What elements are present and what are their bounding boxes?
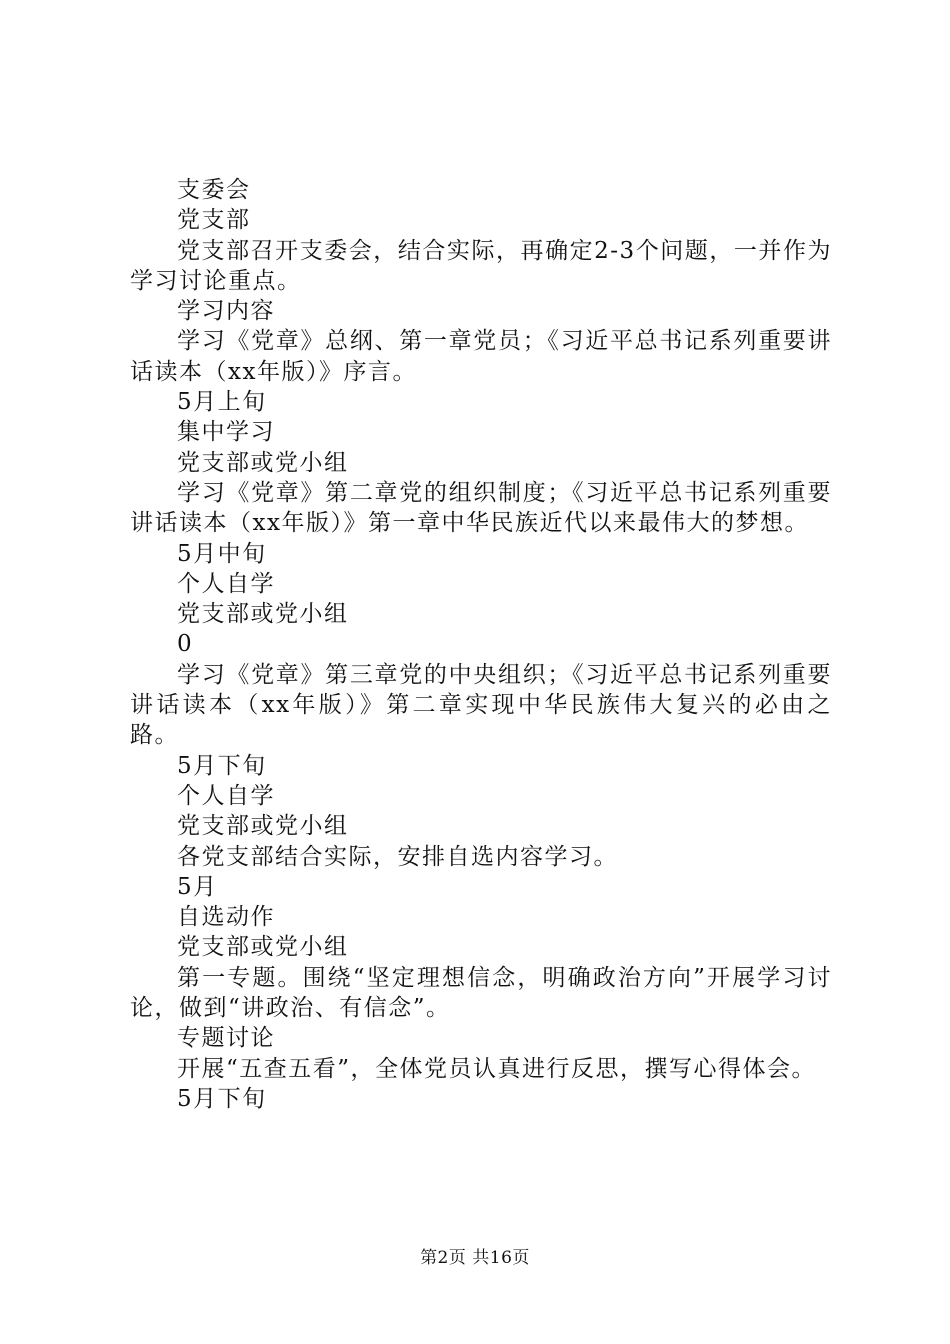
paragraph: 自选动作 xyxy=(177,904,275,931)
paragraph: 5月上旬 xyxy=(177,389,267,416)
paragraph: 学习《党章》第三章党的中央组织；《习近平总书记系列重要讲话读本（xx年版）》第二章实现中华民族伟大复兴的必由之路。 xyxy=(130,661,832,749)
document-body xyxy=(130,175,832,1114)
paragraph: 5月 xyxy=(177,873,218,900)
paragraph: 第一专题。围绕“坚定理想信念，明确政治方向”开展学习讨论，做到“讲政治、有信念”。 xyxy=(130,964,832,1022)
paragraph: 5月下旬 xyxy=(177,752,267,779)
paragraph: 5月中旬 xyxy=(177,540,267,567)
paragraph: 0 xyxy=(177,631,194,658)
paragraph: 支委会 xyxy=(177,177,251,203)
paragraph: 党支部或党小组 xyxy=(177,601,349,628)
paragraph: 党支部或党小组 xyxy=(177,934,349,961)
paragraph: 专题讨论 xyxy=(177,1025,275,1052)
paragraph: 学习《党章》第二章党的组织制度；《习近平总书记系列重要讲话读本（xx年版）》第一章中华民族近代以来最伟大的梦想。 xyxy=(130,479,832,537)
paragraph: 集中学习 xyxy=(177,419,275,446)
paragraph: 各党支部结合实际，安排自选内容学习。 xyxy=(177,843,618,870)
paragraph: 5月下旬 xyxy=(177,1085,267,1112)
paragraph: 党支部或党小组 xyxy=(177,449,349,476)
paragraph: 党支部 xyxy=(177,207,251,234)
paragraph: 个人自学 xyxy=(177,570,275,597)
paragraph: 开展“五查五看”，全体党员认真进行反思，撰写心得体会。 xyxy=(177,1055,817,1082)
paragraph: 个人自学 xyxy=(177,782,275,809)
paragraph: 党支部或党小组 xyxy=(177,813,349,840)
page-number-footer: 第2页 共16页 xyxy=(420,1248,530,1268)
paragraph: 学习《党章》总纲、第一章党员；《习近平总书记系列重要讲话读本（xx年版）》序言。 xyxy=(130,328,832,385)
paragraph: 学习内容 xyxy=(177,298,275,325)
paragraph: 党支部召开支委会，结合实际，再确定2-3个问题，一并作为学习讨论重点。 xyxy=(130,237,832,294)
